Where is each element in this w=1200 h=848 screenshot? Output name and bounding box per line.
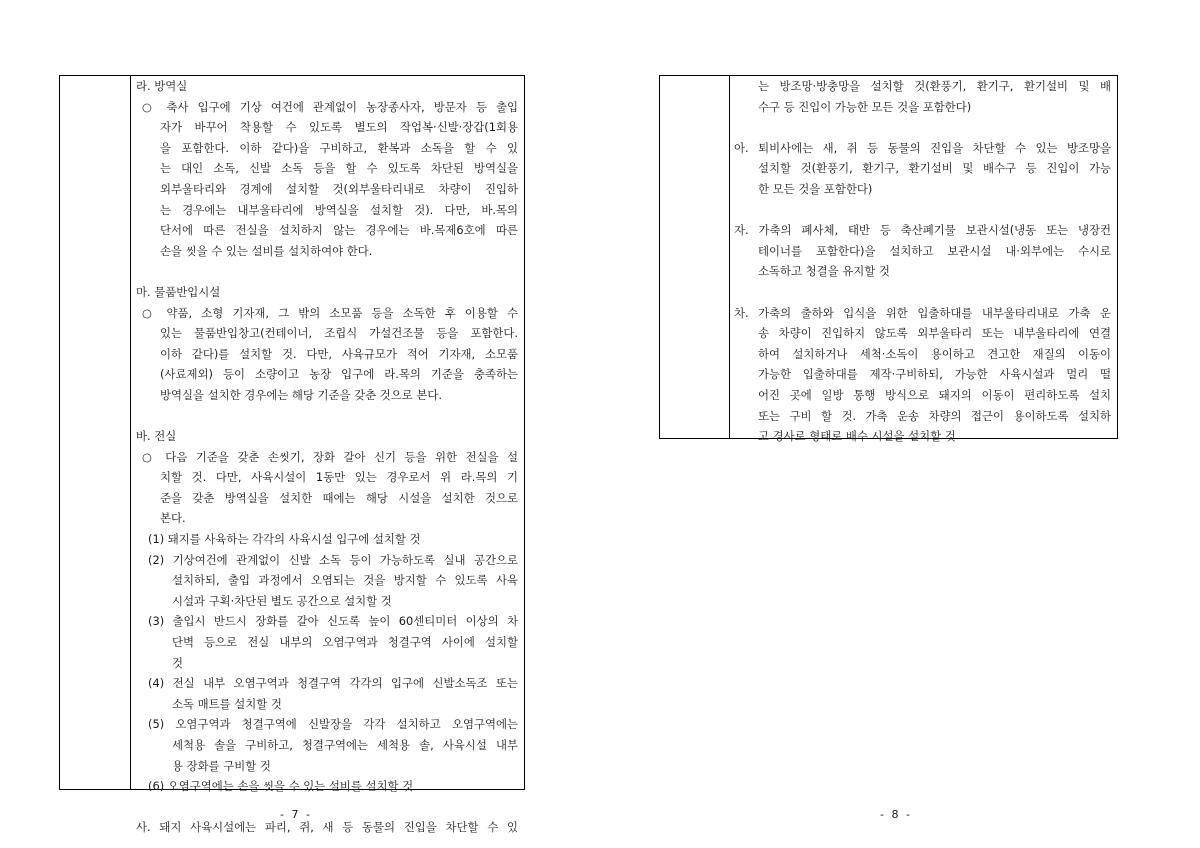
text-line: 소독하고 청결을 유지할 것 bbox=[758, 264, 890, 279]
paragraph-gap bbox=[734, 282, 1111, 303]
text-line: 라. 방역실 bbox=[136, 79, 188, 93]
text-line: 준을 갖춘 방역실을 설치한 때에는 해당 시설을 설치한 것으로 bbox=[160, 490, 518, 505]
text-line: 는 방조망·방충망을 설치할 것(환풍기, 환기구, 환기설비 및 배 bbox=[758, 79, 1111, 93]
text-line: 는 경우에는 내부울타리에 방역실을 설치할 것). 다만, 바.목의 bbox=[160, 202, 518, 217]
text-line: 어진 곳에 일방 통행 방식으로 돼지의 이동이 편리하도록 설치 bbox=[758, 387, 1111, 402]
text-line: 테이너를 포함한다)을 설치하고 보관시설 내·외부에는 수시로 bbox=[758, 243, 1111, 258]
text-line: 바. 전실 bbox=[136, 429, 177, 444]
text-line: (4) 전실 내부 오염구역과 청결구역 각각의 입구에 신발소독조 또는 bbox=[148, 676, 518, 691]
text-line: 방역실을 설치한 경우에는 해당 기준을 갖춘 것으로 본다. bbox=[160, 387, 443, 402]
text-line: (3) 출입시 반드시 장화를 갈아 신도록 높이 60센티미터 이상의 차 bbox=[148, 614, 518, 629]
text-line: 고 경사로 형태로 배수 시설을 설치할 것 bbox=[758, 429, 956, 444]
text-line: 마. 물품반입시설 bbox=[136, 284, 221, 299]
text-line: 시설과 구획·차단된 별도 공간으로 설치할 것 bbox=[172, 593, 392, 608]
text-line: 또는 구비 할 것. 가축 운송 차량의 접근이 용이하도록 설치하 bbox=[758, 408, 1111, 423]
text-line: 을 포함한다. 이하 같다)을 구비하고, 환복과 소독을 할 수 있 bbox=[160, 140, 518, 155]
text-line: 설치할 것(환풍기, 환기구, 환기설비 및 배수구 등 진입이 가능 bbox=[758, 161, 1111, 176]
text-line: 치할 것. 다만, 사육시설이 1동만 있는 경우로서 위 라.목의 기 bbox=[160, 470, 518, 485]
paragraph-gap bbox=[136, 406, 518, 427]
text-line: 수구 등 진입이 가능한 모든 것을 포함한다) bbox=[758, 99, 972, 114]
text-line: 자. 가축의 폐사체, 태반 등 축산폐기물 보관시설(냉동 또는 냉장컨 bbox=[734, 223, 1111, 238]
text-line: 가능한 입출하대를 제작·구비하되, 가능한 사육시설과 멀리 떨 bbox=[758, 367, 1111, 382]
text-line: 자가 바꾸어 착용할 수 있도록 별도의 작업복·신발·장갑(1회용 bbox=[160, 120, 518, 135]
text-line: (2) 기상여건에 관계없이 신발 소독 등이 가능하도록 실내 공간으로 bbox=[148, 552, 518, 567]
text-line: 아. 퇴비사에는 새, 쥐 등 동물의 진입을 차단할 수 있는 방조망을 bbox=[734, 140, 1111, 155]
text-line: (6) 오염구역에는 손을 씻을 수 있는 설비를 설치할 것 bbox=[148, 779, 414, 794]
text-line: ○ 다음 기준을 갖춘 손씻기, 장화 갈아 신기 등을 위한 전실을 설 bbox=[142, 449, 518, 464]
text-line: 는 대인 소독, 신발 소독 등을 할 수 있도록 차단된 방역실을 bbox=[160, 161, 518, 176]
text-line: 용 장화를 구비할 것 bbox=[172, 758, 271, 773]
text-line: (5) 오염구역과 청결구역에 신발장을 각각 설치하고 오염구역에는 bbox=[148, 717, 518, 732]
paragraph-gap bbox=[136, 261, 518, 282]
text-line: ○ 축사 입구에 기상 여건에 관계없이 농장종사자, 방문자 등 출입 bbox=[142, 99, 518, 114]
text-line: 손을 씻을 수 있는 설비를 설치하여야 한다. bbox=[160, 243, 373, 258]
text-line: 있는 물품반입창고(컨테이너, 조립식 가설건조물 등을 포함한다. bbox=[160, 326, 518, 341]
text-line: 외부울타리와 경계에 설치할 것(외부울타리내로 차량이 진입하 bbox=[160, 181, 518, 196]
text-line: 단서에 따른 전실을 설치하지 않는 경우에는 바.목제6호에 따른 bbox=[160, 223, 518, 238]
text-line: 설치하되, 출입 과정에서 오염되는 것을 방지할 수 있도록 사육 bbox=[172, 573, 518, 588]
paragraph-gap bbox=[734, 117, 1111, 138]
left-page-number: - 7 - bbox=[280, 808, 312, 821]
text-line: 차. 가축의 출하와 입식을 위한 입출하대를 내부울타리내로 가축 운 bbox=[734, 305, 1111, 320]
text-line: 송 차량이 진입하지 않도록 외부울타리 또는 내부울타리에 연결 bbox=[758, 326, 1111, 341]
text-line: 것 bbox=[172, 655, 184, 670]
paragraph-gap bbox=[734, 200, 1111, 221]
right-page-number: - 8 - bbox=[880, 808, 912, 821]
text-line: 소독 매트를 설치할 것 bbox=[172, 696, 282, 711]
right-column-divider bbox=[729, 76, 730, 438]
text-line: 사. 돼지 사육시설에는 파리, 쥐, 새 등 동물의 진입을 차단할 수 있 bbox=[136, 820, 518, 835]
text-line: (사료제외) 등이 소량이고 농장 입구에 라.목의 기준을 충족하는 bbox=[160, 367, 518, 382]
text-line: 한 모든 것을 포함한다) bbox=[758, 181, 873, 196]
text-line: 하여 설치하거나 세척·소독이 용이하고 견고한 재질의 이동이 bbox=[758, 346, 1111, 361]
paragraph-gap bbox=[136, 797, 518, 818]
right-page-table bbox=[659, 75, 1118, 444]
right-page-content bbox=[734, 76, 1111, 447]
text-line: 단벽 등으로 전실 내부의 오염구역과 청결구역 사이에 설치할 bbox=[172, 635, 518, 650]
text-line: 이하 같다)를 설치할 것. 다만, 사육규모가 적어 기자재, 소모품 bbox=[160, 346, 518, 361]
text-line: 세척용 솔을 구비하고, 청결구역에는 세척용 솔, 사육시설 내부 bbox=[172, 738, 518, 752]
text-line: 본다. bbox=[160, 511, 186, 526]
left-column-divider bbox=[130, 76, 131, 789]
text-line: ○ 약품, 소형 기자재, 그 밖의 소모품 등을 소독한 후 이용할 수 bbox=[142, 305, 518, 320]
left-page-table bbox=[59, 75, 525, 835]
text-line: (1) 돼지를 사육하는 각각의 사육시설 입구에 설치할 것 bbox=[148, 532, 421, 547]
left-page-content bbox=[136, 76, 518, 838]
